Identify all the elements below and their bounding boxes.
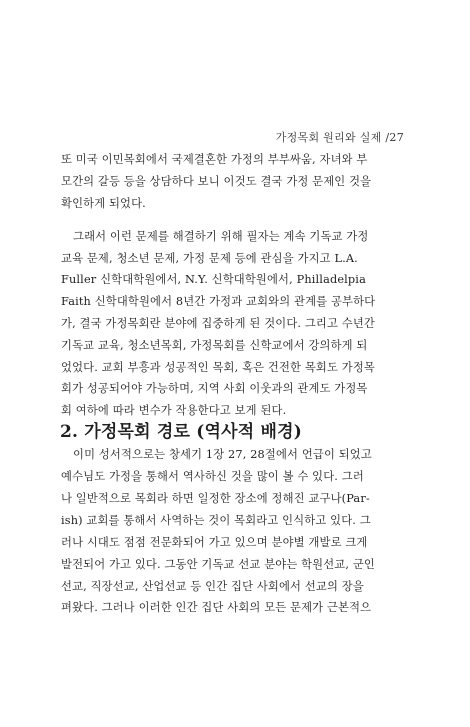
body-line: 가, 결국 가정목회란 분야에 집중하게 된 것이다. 그리고 수년간 bbox=[61, 317, 375, 330]
body-line: 발전되어 가고 있다. 그동안 기독교 선교 분야는 학원선교, 군인 bbox=[61, 558, 375, 571]
body-line: 기독교 교육, 청소년목회, 가정목회를 신학교에서 강의하게 되 bbox=[61, 339, 368, 352]
body-line: 러나 시대도 점점 전문화되어 가고 있으며 분야별 개발로 크게 bbox=[61, 536, 368, 549]
body-line: 었었다. 교회 부흥과 성공적인 목회, 혹은 건전한 목회도 가정목 bbox=[61, 361, 375, 374]
body-line: 또 미국 이민목회에서 국제결혼한 가정의 부부싸움, 자녀와 부 bbox=[61, 153, 368, 166]
body-line: 이미 성서적으로는 창세기 1장 27, 28절에서 언급이 되었고 bbox=[73, 448, 372, 461]
body-line: 예수님도 가정을 통해서 역사하신 것을 많이 볼 수 있다. 그러 bbox=[61, 470, 364, 483]
body-line: 교육 문제, 청소년 문제, 가정 문제 등에 관심을 가지고 L.A. bbox=[61, 252, 358, 265]
body-line: Fuller 신학대학원에서, N.Y. 신학대학원에서, Philladelpia bbox=[61, 273, 366, 286]
body-line: Faith 신학대학원에서 8년간 가정과 교회와의 관계를 공부하다 bbox=[61, 295, 376, 308]
section-title: 2. 가정목회 경로 (역사적 배경) bbox=[60, 422, 302, 442]
body-line: ish) 교회를 통해서 사역하는 것이 목회라고 인식하고 있다. 그 bbox=[61, 514, 371, 527]
body-line: 펴왔다. 그러나 이러한 인간 집단 사회의 모든 문제가 근본적으 bbox=[61, 601, 372, 614]
body-line: 모간의 갈등 등을 상담하다 보니 이것도 결국 가정 문제인 것을 bbox=[61, 175, 372, 188]
running-head: 가정목회 원리와 실제 /27 bbox=[275, 131, 404, 144]
body-line: 나 일반적으로 목회라 하면 일정한 장소에 정해진 교구나(Par- bbox=[61, 492, 370, 505]
body-line: 그래서 이런 문제를 해결하기 위해 필자는 계속 기독교 가정 bbox=[73, 230, 369, 243]
body-line: 회 여하에 따라 변수가 작용한다고 보게 된다. bbox=[61, 404, 287, 417]
body-line: 확인하게 되었다. bbox=[61, 197, 146, 210]
body-line: 회가 성공되어야 가능하며, 지역 사회 이웃과의 관계도 가정목 bbox=[61, 382, 368, 395]
body-line: 선교, 직장선교, 산업선교 등 인간 집단 사회에서 선교의 장을 bbox=[61, 580, 364, 593]
